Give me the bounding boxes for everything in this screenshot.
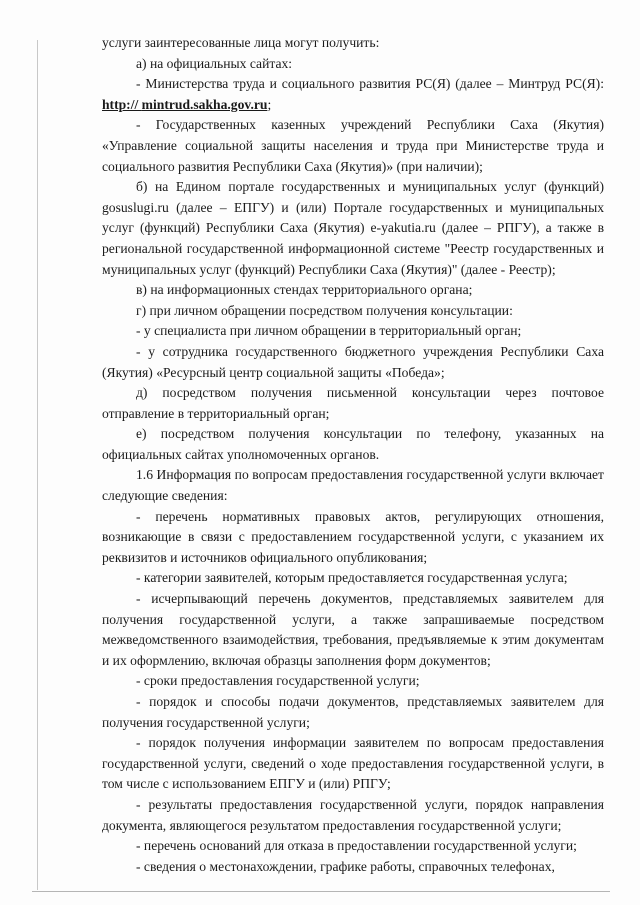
- paragraph-item-a: а) на официальных сайтах:: [136, 55, 293, 71]
- paragraph-submission-order: - порядок и способы подачи документов, представляемых заявителем для получения государственной услуги;: [102, 694, 604, 730]
- paragraph-information-order: - порядок получения информации заявителем по вопросам предоставления государственной услуги, сведений о ходе предоставления государственной услуги, в том числе с использованием ЕПГУ и (или) РПГУ;: [102, 735, 604, 792]
- paragraph-applicant-categories: - категории заявителей, которым предоставляется государственная услуга;: [136, 570, 568, 586]
- paragraph-item-v: в) на информационных стендах территориального органа;: [136, 282, 473, 298]
- paragraph-location-info: - сведения о местонахождении, графике работы, справочных телефонах,: [136, 858, 555, 874]
- paragraph-intro: услуги заинтересованные лица могут получить:: [102, 35, 380, 50]
- paragraph-employee: - у сотрудника государственного бюджетного учреждения Республики Саха (Якутия) «Ресурсный центр социальной защиты «Победа»;: [102, 343, 604, 380]
- mintrud-website-link[interactable]: [102, 97, 267, 112]
- mintrud-link-domain: mintrud.sakha.gov.ru: [141, 96, 268, 112]
- paragraph-results: - результаты предоставления государственной услуги, порядок направления документа, являющегося результатом предоставления государственной услуги;: [102, 796, 604, 833]
- paragraph-item-d: д) посредством получения письменной консультации через почтовое отправление в территориальный орган;: [102, 385, 604, 421]
- paragraph-kazennye: - Государственных казенных учреждений Республики Саха (Якутия) «Управление социальной защиты населения и труда при Министерстве труда и социального развития Республики Саха (Якутия)» (при наличии);: [102, 117, 604, 174]
- paragraph-documents-list: - исчерпывающий перечень документов, представляемых заявителем для получения государственной услуги, а также запрашиваемые посредством межведомственного взаимодействия, требования, предъявляемые к этим документам и их оформлению, включая образцы заполнения форм документов;: [102, 591, 604, 668]
- paragraph-refusal-grounds: - перечень оснований для отказа в предоставлении государственной услуги;: [136, 838, 577, 854]
- paragraph-item-e: е) посредством получения консультации по телефону, указанных на официальных сайтах уполномоченных органов.: [102, 426, 604, 462]
- scan-bottom-line: [32, 891, 610, 892]
- paragraph-section-1-6: 1.6 Информация по вопросам предоставления государственной услуги включает следующие сведения:: [102, 467, 604, 504]
- paragraph-specialist: - у специалиста при личном обращении в территориальный орган;: [136, 323, 522, 339]
- paragraph-mintrud: [102, 74, 604, 115]
- mintrud-link-prefix: http://: [102, 96, 142, 112]
- paragraph-normative-acts: - перечень нормативных правовых актов, регулирующих отношения, возникающие в связи с предоставлением государственной услуги, с указанием их реквизитов и источников официального опубликования;: [102, 508, 604, 565]
- document-body: [102, 33, 604, 877]
- paragraph-terms: - сроки предоставления государственной услуги;: [136, 673, 420, 689]
- mintrud-text-end: ;: [267, 96, 272, 112]
- paragraph-item-b: б) на Едином портале государственных и муниципальных услуг (функций) gosuslugi.ru (далее – ЕПГУ) и (или) Портале государственных и муниципальных услуг (функций) Республики Саха (Якутия) e-yakutia.ru (далее – РПГУ), а также в региональной государственной информационной системе "Реестр государственных и муниципальных услуг (функций) Республики Саха (Якутия)" (далее - Реестр);: [102, 179, 604, 277]
- paragraph-item-g: г) при личном обращении посредством получения консультации:: [136, 302, 513, 318]
- scan-margin-line: [37, 40, 38, 890]
- mintrud-text: - Министерства труда и социального развития РС(Я) (далее – Минтруд РС(Я):: [136, 76, 604, 92]
